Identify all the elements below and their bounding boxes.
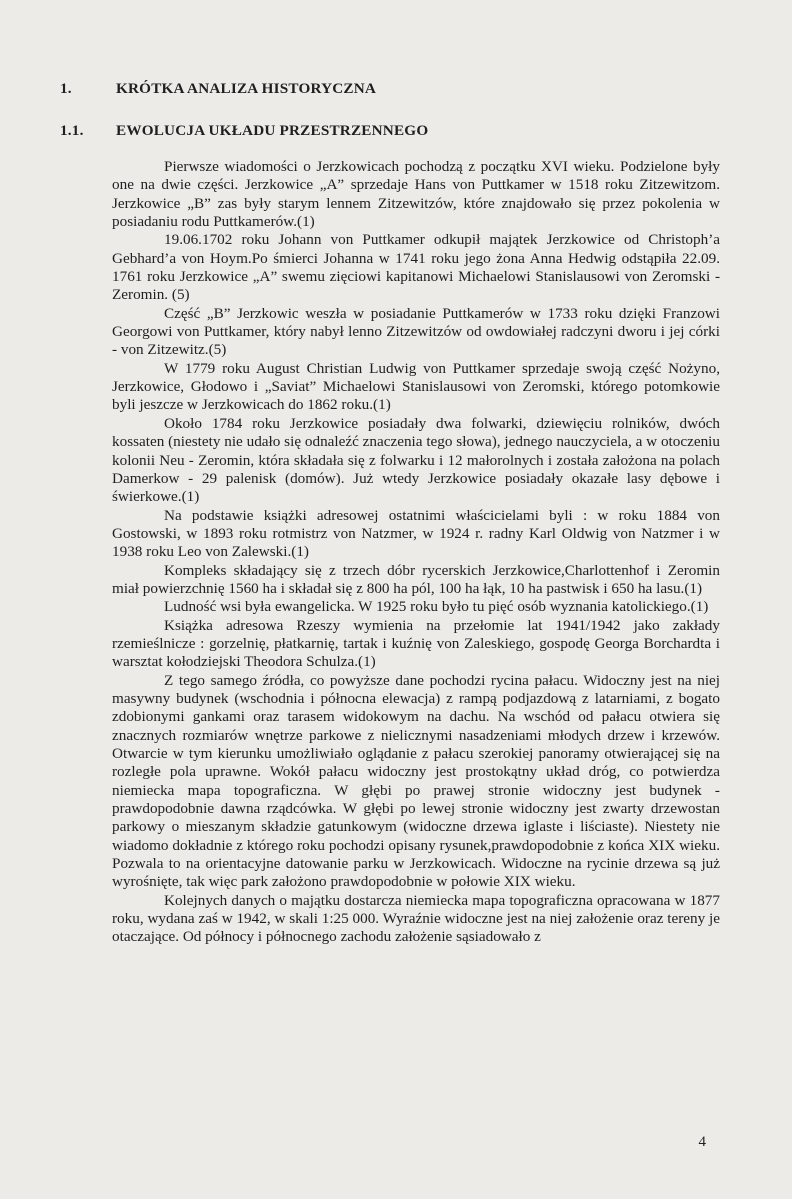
paragraph: 19.06.1702 roku Johann von Puttkamer odkupił majątek Jerzkowice od Christoph’a Gebhard’a von Hoym.Po śmierci Johanna w 1741 roku jego żona Anna Hedwig odstąpiła 22.09. 1761 roku Jerzkowice „A” swemu zięciowi kapitanowi Michaelowi Stanislausowi von Zeromski - Zeromin. (5): [112, 231, 720, 304]
paragraph: Część „B” Jerzkowic weszła w posiadanie Puttkamerów w 1733 roku dzięki Franzowi Georgowi von Puttkamer, który nabył lenno Zitzewitzów od owdowiałej radczyni dworu i jej córki - von Zitzewitz.(5): [112, 304, 720, 359]
paragraph: Ludność wsi była ewangelicka. W 1925 roku było tu pięć osób wyznania katolickiego.(1): [164, 598, 709, 616]
paragraph: Z tego samego źródła, co powyższe dane pochodzi rycina pałacu. Widoczny jest na niej masywny budynek (wschodnia i północna elewacja) z rampą podjazdową z latarniami, z bogato zdobionymi gankami oraz tarasem widokowym na dachu. Na wschód od pałacu otwiera się znacznych rozmiarów wnętrze parkowe z nielicznymi nasadzeniami młodych drzew i krzewów. Otwarcie w tym kierunku umożliwiało oglądanie z pałacu szerokiej panoramy otwierającej się na rozległe pola uprawne. Wokół pałacu widoczny jest prostokątny układ dróg, co potwierdza niemiecka mapa topograficzna. W głębi po prawej stronie widoczny jest budynek - prawdopodobnie dawna rządcówka. W głębi po lewej stronie widoczny jest zwarty drzewostan parkowy o mieszanym składzie gatunkowym (widoczne drzewa iglaste i liściaste). Niestety nie wiadomo dokładnie z którego roku pochodzi opisany rysunek,prawdopodobnie z końca XIX wieku. Pozwala to na orientacyjne datowanie parku w Jerzkowicach. Widoczne na rycinie drzewa są już wyrośnięte, tak więc park założono prawdopodobnie w połowie XIX wieku.: [112, 671, 720, 891]
paragraph: Książka adresowa Rzeszy wymienia na przełomie lat 1941/1942 jako zakłady rzemieślnicze : gorzelnię, płatkarnię, tartak i kuźnię von Zaleskiego, gospodę Georga Borchardta i warsztat kołodziejski Theodora Schulza.(1): [112, 616, 720, 671]
paragraph: Kompleks składający się z trzech dóbr rycerskich Jerzkowice,Charlottenhof i Zeromin miał powierzchnię 1560 ha i składał się z 800 ha pól, 100 ha łąk, 10 ha pastwisk i 650 ha lasu.(1): [112, 561, 720, 597]
page-number: 4: [698, 1134, 706, 1150]
section-number: 1.: [60, 80, 72, 97]
body-text: [60, 158, 720, 947]
paragraph: Kolejnych danych o majątku dostarcza niemiecka mapa topograficzna opracowana w 1877 roku, wydana zaś w 1942, w skali 1:25 000. Wyraźnie widoczne jest na niej założenie oraz tereny je otaczające. Od północy i północnego zachodu założenie sąsiadowało z: [112, 891, 720, 946]
paragraph: Pierwsze wiadomości o Jerzkowicach pochodzą z początku XVI wieku. Podzielone były one na dwie części. Jerzkowice „A” sprzedaje Hans von Puttkamer w 1518 roku Zitzewitzom. Jerzkowice „B” zas były starym lennem Zitzewitzów, które znajdowało się przez pokolenia w posiadaniu rodu Puttkamerów.(1): [112, 158, 720, 231]
section-title: EWOLUCJA UKŁADU PRZESTRZENNEGO: [116, 122, 429, 139]
paragraph: Około 1784 roku Jerzkowice posiadały dwa folwarki, dziewięciu rolników, dwóch kossaten (niestety nie udało się odnaleźć znaczenia tego słowa), jednego nauczyciela, a w otoczeniu kolonii Neu - Zeromin, która składała się z folwarku i 12 małorolnych i została założona na polach Damerkow - 29 palenisk (domów). Już wtedy Jerzkowice posiadały okazałe lasy dębowe i świerkowe.(1): [112, 414, 720, 506]
section-heading-1-1: [60, 122, 720, 140]
section-heading-1: [60, 80, 720, 98]
paragraph: Na podstawie książki adresowej ostatnimi właścicielami byli : w roku 1884 von Gostowski, w 1893 roku rotmistrz von Natzmer, w 1924 r. radny Karl Oldwig von Natzmer i w 1938 roku Leo von Zalewski.(1): [112, 506, 720, 561]
section-title: KRÓTKA ANALIZA HISTORYCZNA: [116, 80, 377, 97]
section-number: 1.1.: [60, 122, 84, 139]
paragraph: W 1779 roku August Christian Ludwig von Puttkamer sprzedaje swoją część Nożyno, Jerzkowice, Głodowo i „Saviat” Michaelowi Stanislausowi von Zeromski, którego potomkowie byli jeszcze w Jerzkowicach do 1862 roku.(1): [112, 359, 720, 414]
